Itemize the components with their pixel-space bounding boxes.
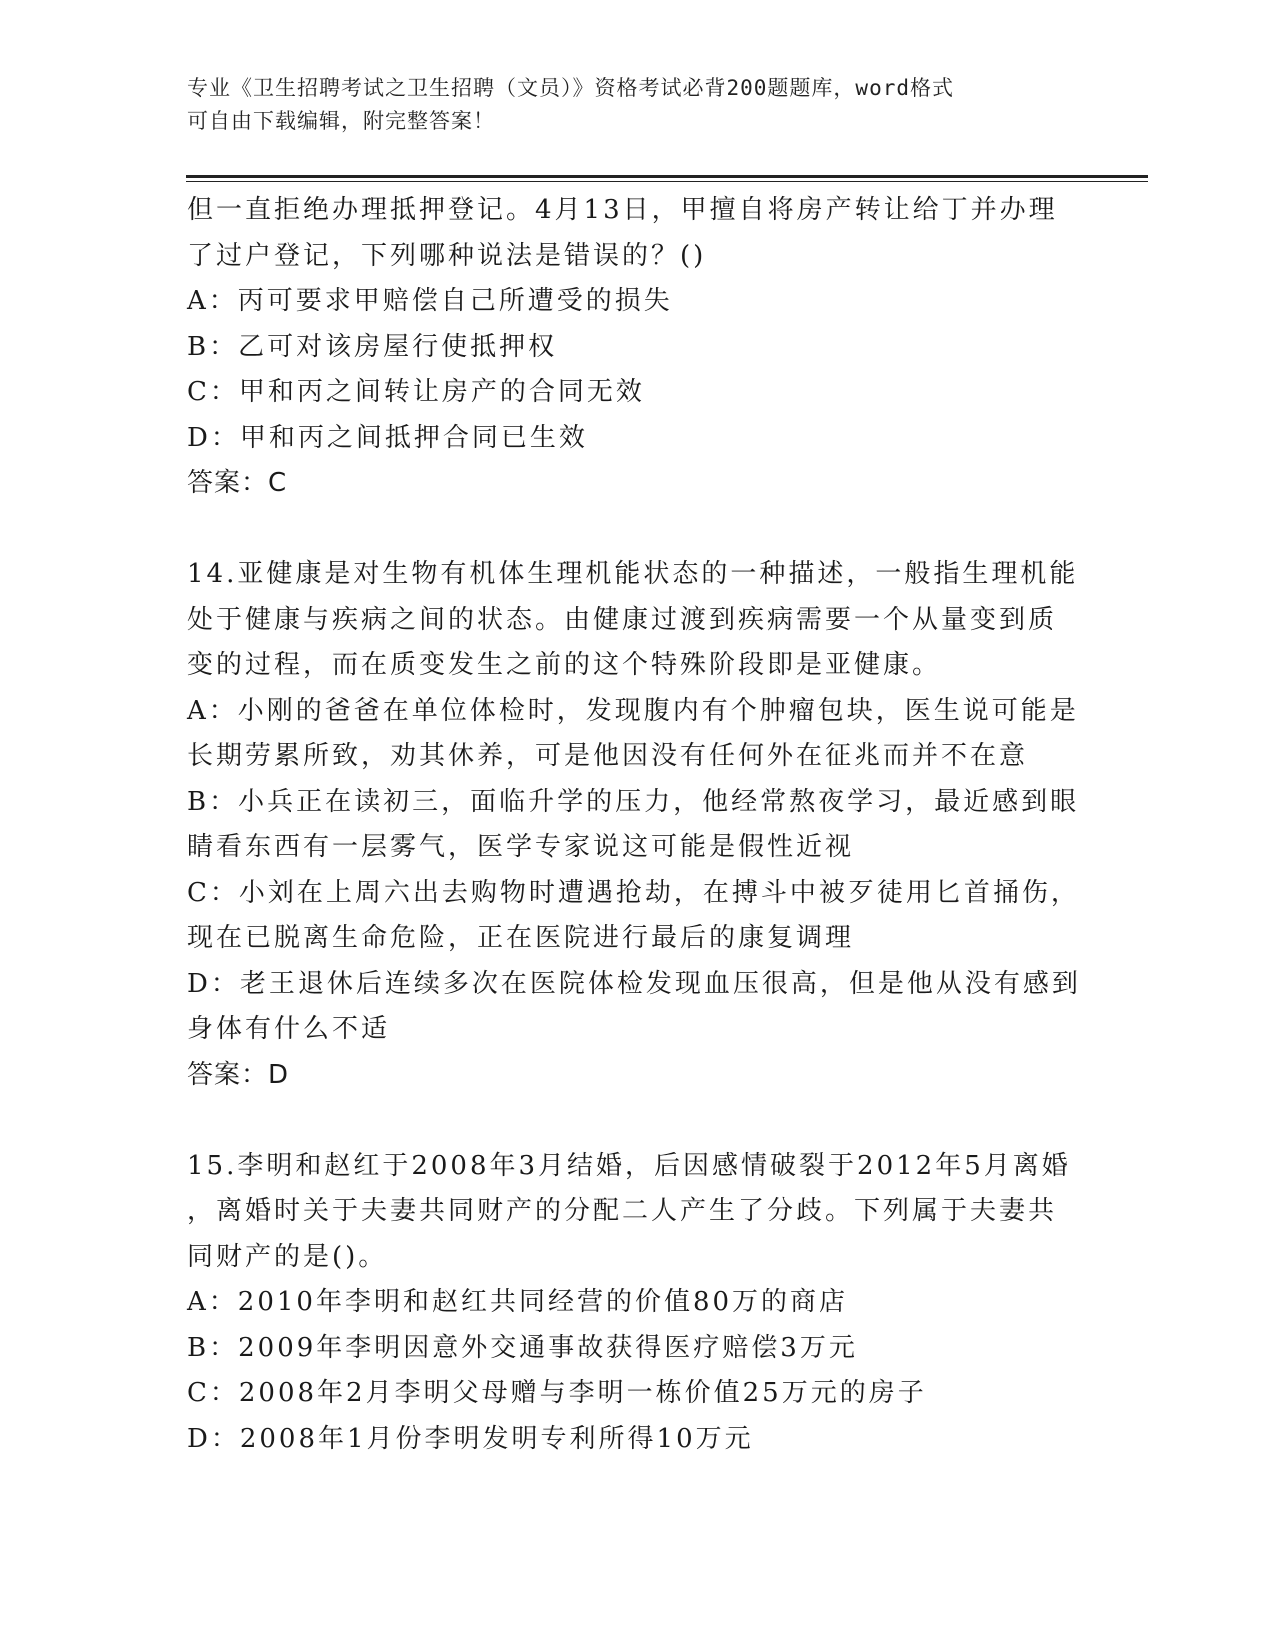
question-15 <box>187 1144 1087 1463</box>
question-stem-line: 但一直拒绝办理抵押登记。4月13日，甲擅自将房产转让给丁并办理 <box>187 195 1058 225</box>
question-stem-line: 14.亚健康是对生物有机体生理机能状态的一种描述，一般指生理机能 <box>187 559 1079 589</box>
header-divider-thin <box>186 181 1148 182</box>
header-title-line-2: 可自由下载编辑，附完整答案！ <box>187 109 495 133</box>
option-c: C：小刘在上周六出去购物时遭遇抢劫，在搏斗中被歹徒用匕首捅伤， <box>187 877 1080 908</box>
option-c-continued: 现在已脱离生命危险，正在医院进行最后的康复调理 <box>187 923 855 953</box>
option-b: B：小兵正在读初三，面临升学的压力，他经常熬夜学习，最近感到眼 <box>187 786 1080 817</box>
question-spacer <box>187 1098 1087 1144</box>
question-13 <box>187 188 1087 507</box>
option-a: A：丙可要求甲赔偿自己所遭受的损失 <box>187 286 673 316</box>
option-d: D：甲和丙之间抵押合同已生效 <box>187 422 588 453</box>
header-title-line-1: 专业《卫生招聘考试之卫生招聘（文员）》资格考试必背200题题库，word格式 <box>187 76 954 100</box>
option-d-continued: 身体有什么不适 <box>187 1014 391 1044</box>
question-stem-line: ，离婚时关于夫妻共同财产的分配二人产生了分歧。下列属于夫妻共 <box>187 1196 1058 1226</box>
header-divider-thick <box>186 175 1148 178</box>
option-a-continued: 长期劳累所致，劝其休养，可是他因没有任何外在征兆而并不在意 <box>187 741 1029 771</box>
question-14 <box>187 552 1087 1098</box>
option-d: D：2008年1月份李明发明专利所得10万元 <box>187 1423 754 1454</box>
page-header <box>187 72 1067 138</box>
option-c: C：甲和丙之间转让房产的合同无效 <box>187 377 645 407</box>
option-a: A：2010年李明和赵红共同经营的价值80万的商店 <box>187 1287 849 1317</box>
question-spacer <box>187 507 1087 553</box>
question-stem-line: 同财产的是()。 <box>187 1241 388 1272</box>
option-b: B：2009年李明因意外交通事故获得医疗赔偿3万元 <box>187 1332 858 1363</box>
answer-line: 答案：D <box>187 1059 290 1090</box>
answer-line: 答案：C <box>187 468 288 498</box>
question-stem-line: 15.李明和赵红于2008年3月结婚，后因感情破裂于2012年5月离婚 <box>187 1150 1071 1181</box>
question-stem-line: 处于健康与疾病之间的状态。由健康过渡到疾病需要一个从量变到质 <box>187 604 1058 635</box>
option-b: B：乙可对该房屋行使抵押权 <box>187 331 558 362</box>
option-a: A：小刚的爸爸在单位体检时，发现腹内有个肿瘤包块，医生说可能是 <box>187 695 1079 726</box>
option-b-continued: 睛看东西有一层雾气，医学专家说这可能是假性近视 <box>187 832 855 862</box>
question-body <box>187 188 1087 1462</box>
question-stem-line: 了过户登记，下列哪种说法是错误的？() <box>187 240 707 271</box>
option-d: D：老王退休后连续多次在医院体检发现血压很高，但是他从没有感到 <box>187 968 1081 999</box>
question-stem-line: 变的过程，而在质变发生之前的这个特殊阶段即是亚健康。 <box>187 650 942 680</box>
option-c: C：2008年2月李明父母赠与李明一栋价值25万元的房子 <box>187 1378 927 1408</box>
